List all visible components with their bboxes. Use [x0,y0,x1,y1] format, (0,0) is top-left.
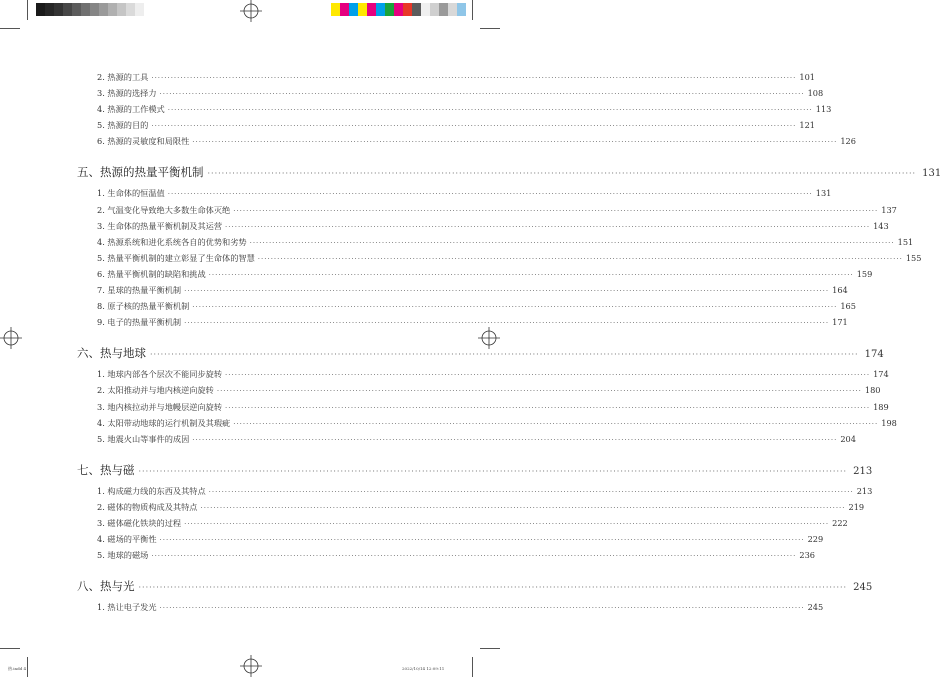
footer-file-label: 热.indd 4 [8,666,27,671]
entry-page-number: 174 [873,369,889,380]
toc-entry [77,534,824,550]
entry-page-number: 137 [881,204,897,215]
grayscale-swatch [63,3,72,16]
toc-entry [77,550,816,566]
chapter-title: 五、热源的热量平衡机制 [77,165,204,180]
toc-entry [77,433,856,450]
color-swatch [349,3,358,16]
chapter-page-number: 213 [853,465,873,477]
entry-page-number: 245 [807,602,824,613]
toc-entry [77,317,848,333]
dot-leader: ········································································································································································································ [216,387,862,396]
entry-title: 5. 地球的磁场 [97,550,149,561]
toc-entry [77,301,856,317]
grayscale-swatch [54,3,63,16]
entry-title: 2. 磁体的物质构成及其特点 [97,501,198,512]
entry-title: 4. 热源的工作模式 [97,104,165,115]
color-swatch [340,3,349,16]
chapter-page-number: 174 [864,349,884,361]
footer-timestamp: 2022/10/14 12:09:11 [402,666,445,671]
toc-entry [77,188,832,204]
color-strip [331,3,466,16]
crop-mark [480,28,500,29]
toc-entry [77,120,816,136]
entry-page-number: 151 [897,236,914,247]
dot-leader: ········································································································································································································ [167,106,813,115]
grayscale-swatch [117,3,126,16]
toc-entry [77,220,889,237]
color-swatch [331,3,340,16]
color-swatch [385,3,394,16]
entry-page-number: 113 [815,104,832,115]
dot-leader: ········································································································································································································ [225,403,871,412]
toc-entry [77,369,889,385]
color-swatch [439,3,448,16]
dot-leader: ········································································································································································································ [159,604,805,613]
color-swatch [448,3,457,16]
toc-chapter [77,578,873,602]
grayscale-swatch [99,3,108,16]
crop-mark [27,0,28,20]
dot-leader: ········································································································································································································ [150,350,859,360]
dot-leader: ········································································································································································································ [151,122,797,131]
entry-page-number: 121 [799,120,816,131]
grayscale-swatch [36,3,45,16]
entry-title: 5. 热源的目的 [97,120,149,131]
entry-page-number: 126 [840,136,856,147]
grayscale-swatch [72,3,81,16]
entry-title: 4. 太阳带动地球的运行机制及其瑕疵 [97,417,231,428]
entry-title: 3. 热源的选择力 [97,88,157,99]
entry-page-number: 222 [832,517,848,528]
color-swatch [421,3,430,16]
toc-entry [77,204,897,221]
dot-leader: ········································································································································································································ [184,287,830,296]
entry-page-number: 159 [856,268,873,279]
entry-page-number: 171 [832,317,848,328]
dot-leader: ········································································································································································································ [225,222,871,231]
crop-mark [27,657,28,677]
toc-entry [77,136,856,152]
grayscale-swatch [108,3,117,16]
toc-entry [77,385,881,401]
dot-leader: ········································································································································································································ [207,169,917,179]
entry-page-number: 213 [856,485,873,496]
dot-leader: ········································································································································································································ [208,270,854,279]
color-swatch [430,3,439,16]
entry-page-number: 236 [799,550,816,561]
registration-mark-icon [240,0,262,22]
entry-page-number: 204 [840,433,856,444]
entry-title: 1. 地球内部各个层次不能同步旋转 [97,369,223,380]
color-swatch [403,3,412,16]
entry-page-number: 189 [873,401,889,412]
toc-entry [77,236,914,253]
dot-leader: ········································································································································································································ [151,552,797,561]
toc-entry [77,252,922,269]
toc-entry [77,104,832,120]
dot-leader: ········································································································································································································ [225,371,871,380]
entry-page-number: 101 [799,72,816,82]
grayscale-swatch [81,3,90,16]
entry-title: 2. 气温变化导致绝大多数生命体灭绝 [97,204,231,215]
toc-entry [77,501,865,518]
registration-mark-icon [478,327,500,349]
entry-title: 1. 构成磁力线的东西及其特点 [97,485,206,496]
entry-title: 4. 热源系统和进化系统各自的优势和劣势 [97,236,247,247]
dot-leader: ········································································································································································································ [159,90,805,99]
dot-leader: ········································································································································································································ [184,519,830,528]
toc-chapter [77,345,884,369]
grayscale-swatch [126,3,135,16]
entry-title: 6. 热量平衡机制的缺陷和挑战 [97,268,206,279]
dot-leader: ········································································································································································································ [184,319,830,328]
crop-mark [0,28,20,29]
crop-mark [472,0,473,20]
toc-entry [77,268,873,285]
entry-title: 4. 磁场的平衡性 [97,534,157,545]
dot-leader: ········································································································································································································ [138,466,848,476]
color-swatch [457,3,466,16]
entry-page-number: 131 [815,188,832,199]
entry-page-number: 165 [840,301,856,312]
entry-title: 1. 生命体的恒温值 [97,188,165,199]
dot-leader: ········································································································································································································ [192,138,838,147]
entry-title: 2. 太阳推动并与地内核逆向旋转 [97,385,214,396]
entry-page-number: 198 [881,417,897,428]
entry-title: 9. 电子的热量平衡机制 [97,317,182,328]
registration-mark-icon [0,327,22,349]
dot-leader: ········································································································································································································ [233,419,879,428]
chapter-page-number: 131 [922,168,941,180]
color-swatch [412,3,421,16]
toc-chapter [77,164,941,188]
chapter-page-number: 245 [853,582,873,594]
grayscale-strip [36,3,144,16]
entry-title: 7. 星球的热量平衡机制 [97,285,182,296]
entry-title: 3. 磁体磁化铁块的过程 [97,517,182,528]
grayscale-swatch [90,3,99,16]
toc-chapter [77,462,873,486]
entry-title: 6. 热源的灵敏度和局限性 [97,136,190,147]
dot-leader: ········································································································································································································ [159,536,805,545]
toc-entry [77,401,889,418]
entry-title: 8. 原子核的热量平衡机制 [97,301,190,312]
chapter-title: 八、热与光 [77,579,135,594]
toc-entry [77,485,873,502]
chapter-title: 七、热与磁 [77,462,135,477]
entry-page-number: 143 [873,220,889,231]
dot-leader: ········································································································································································································ [167,190,813,199]
dot-leader: ········································································································································································································ [249,238,895,247]
grayscale-swatch [135,3,144,16]
dot-leader: ········································································································································································································ [233,206,879,215]
crop-mark [0,648,20,649]
toc-entry [77,285,848,301]
entry-title: 1. 热让电子发光 [97,602,157,613]
entry-page-number: 155 [905,252,922,263]
color-swatch [394,3,403,16]
chapter-title: 六、热与地球 [77,346,146,361]
entry-title: 5. 热量平衡机制的建立彰显了生命体的智慧 [97,252,255,263]
dot-leader: ········································································································································································································ [257,254,903,263]
toc-entry [77,602,824,618]
registration-mark-icon [240,655,262,677]
entry-title: 2. 热源的工具 [97,72,149,82]
color-swatch [376,3,385,16]
dot-leader: ········································································································································································································ [138,583,848,593]
toc-entry [77,417,897,434]
dot-leader: ········································································································································································································ [151,74,797,82]
dot-leader: ········································································································································································································ [200,503,846,512]
grayscale-swatch [45,3,54,16]
dot-leader: ········································································································································································································ [192,303,838,312]
toc-entry [77,88,824,104]
entry-title: 5. 地震火山等事件的成因 [97,433,190,444]
entry-page-number: 108 [807,88,824,99]
dot-leader: ········································································································································································································ [208,487,854,496]
dot-leader: ········································································································································································································ [192,435,838,444]
color-swatch [367,3,376,16]
color-swatch [358,3,367,16]
toc-entry [77,517,848,534]
crop-mark [472,657,473,677]
entry-page-number: 164 [832,285,848,296]
entry-page-number: 219 [848,501,865,512]
table-of-contents [77,72,941,618]
entry-page-number: 229 [807,534,824,545]
entry-title: 3. 生命体的热量平衡机制及其运营 [97,220,223,231]
crop-mark [480,648,500,649]
entry-title: 3. 地内核拉动并与地幔层逆向旋转 [97,401,223,412]
toc-entry [77,72,816,88]
entry-page-number: 180 [864,385,881,396]
